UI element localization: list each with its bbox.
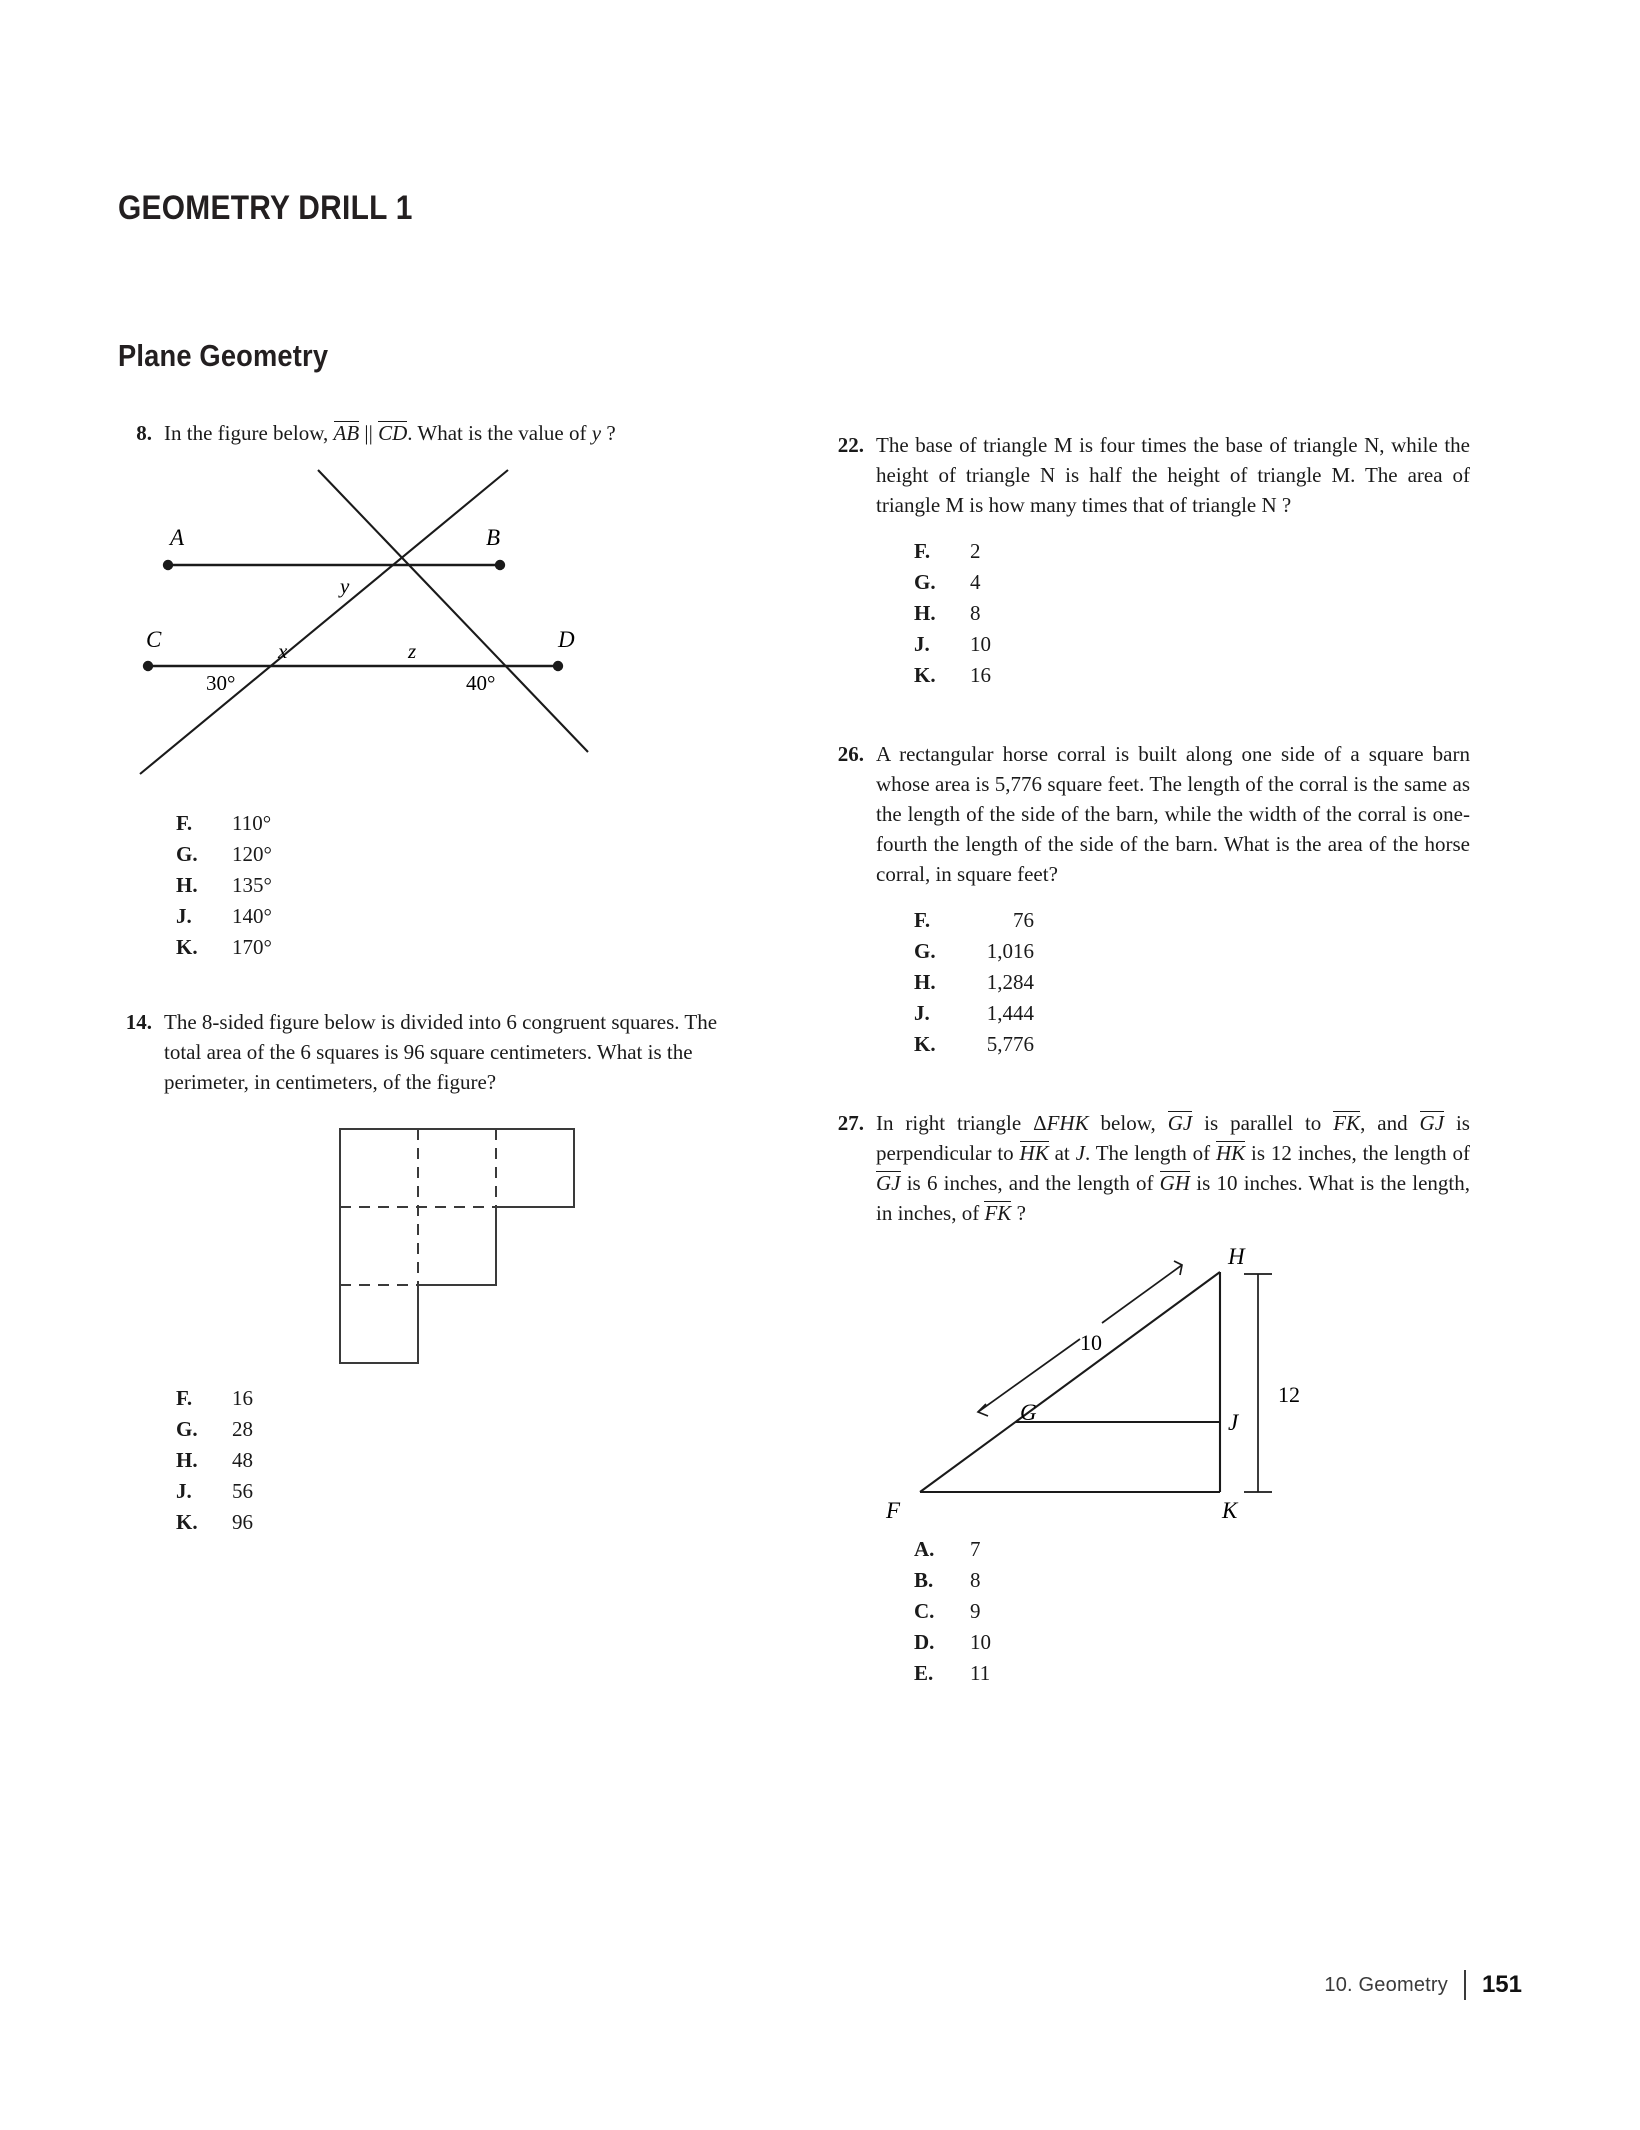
left-column [118, 418, 758, 1538]
choice-label: H. [914, 601, 936, 625]
q8-text-part-7: ? [601, 421, 616, 445]
question-text: The 8-sided figure below is divided into 6 congruent squares. The total area of the 6 squares is 96 square centimeters. What is the perimeter, in centimeters, of the figure? [164, 1010, 718, 1094]
segment-hk-label: HK [1019, 1141, 1049, 1165]
choice-label: K. [914, 663, 936, 687]
answer-choice[interactable] [914, 905, 1470, 936]
question-8 [118, 418, 758, 963]
choice-value: 140° [232, 904, 272, 928]
answer-choice[interactable] [914, 967, 1470, 998]
question-number: 8. [136, 421, 152, 445]
segment-ab-label: AB [333, 421, 360, 445]
answer-choice[interactable] [176, 839, 758, 870]
choice-label: H. [176, 873, 198, 897]
question-14 [118, 1007, 758, 1538]
choice-label: C. [914, 1599, 935, 1623]
answer-choice[interactable] [914, 1627, 1470, 1658]
answers-q26 [830, 905, 1470, 1060]
segment-hk-label-2: HK [1215, 1141, 1246, 1165]
q8-text-part-1: In the figure below, [164, 421, 334, 445]
choice-value: 2 [970, 539, 981, 563]
question-text: The base of triangle M is four times the base of triangle N, while the height of triangle N is half the height of triangle M. The area of triangle M is how many times that of triangle N ? [876, 433, 1470, 517]
choice-label: J. [914, 1001, 930, 1025]
answer-choice[interactable] [914, 1658, 1470, 1689]
answer-choice[interactable] [914, 1029, 1470, 1060]
choice-value: 10 [970, 632, 991, 656]
page-footer [1324, 1970, 1522, 2000]
label-angle-30: 30° [206, 671, 236, 695]
choice-value: 10 [970, 1630, 991, 1654]
choice-value: 110° [232, 811, 272, 835]
label-angle-y: y [340, 574, 350, 598]
choice-label: A. [914, 1537, 935, 1561]
question-text [164, 418, 758, 448]
question-number: 26. [837, 742, 864, 766]
choice-value: 76 [1013, 908, 1034, 932]
label-point-a: A [170, 525, 185, 550]
answer-choice[interactable] [914, 1596, 1470, 1627]
label-point-d: D [558, 627, 575, 652]
question-number: 14. [125, 1010, 152, 1034]
answer-choice[interactable] [176, 1476, 758, 1507]
label-point-g: G [1020, 1400, 1037, 1425]
answer-choice[interactable] [914, 1565, 1470, 1596]
segment-gj-label-3: GJ [876, 1171, 901, 1195]
choice-label: B. [914, 1568, 934, 1592]
label-angle-x: x [278, 639, 288, 663]
footer-page-number: 151 [1481, 1971, 1522, 1998]
answer-choice[interactable] [914, 629, 1470, 660]
choice-value: 5,776 [986, 1032, 1034, 1056]
choice-label: K. [914, 1032, 936, 1056]
question-27 [830, 1108, 1470, 1689]
figure-q14-staircase [118, 1117, 758, 1367]
choice-value: 1,284 [986, 970, 1034, 994]
answer-choice[interactable] [176, 1507, 758, 1538]
label-angle-z: z [408, 639, 417, 663]
choice-label: G. [176, 1417, 198, 1441]
choice-label: F. [176, 811, 193, 835]
choice-label: E. [914, 1661, 934, 1685]
segment-gh-label: GH [1159, 1171, 1191, 1195]
answer-choice[interactable] [176, 932, 758, 963]
choice-value: 4 [970, 570, 981, 594]
choice-label: K. [176, 935, 198, 959]
choice-value: 16 [232, 1386, 253, 1410]
answer-choice[interactable] [176, 808, 758, 839]
choice-value: 8 [970, 1568, 981, 1592]
answer-choice[interactable] [914, 998, 1470, 1029]
choice-value: 56 [232, 1479, 253, 1503]
question-text: A rectangular horse corral is built along one side of a square barn whose area is 5,776 square feet. The length of the corral is the same as the length of the side of the barn, while the width of the corral is one-fourth the length of the side of the barn. What is the area of the horse corral, in square feet? [876, 742, 1470, 886]
choice-value: 120° [232, 842, 272, 866]
answer-choice[interactable] [914, 660, 1470, 691]
label-point-c: C [146, 627, 162, 652]
footer-chapter-label: 10. Geometry [1324, 1973, 1448, 1996]
choice-value: 28 [232, 1417, 253, 1441]
answer-choice[interactable] [176, 901, 758, 932]
choice-label: F. [914, 539, 931, 563]
choice-value: 96 [232, 1510, 253, 1534]
choice-value: 8 [970, 601, 981, 625]
choice-label: D. [914, 1630, 935, 1654]
q8-text-part-5: . What is the value of [407, 421, 592, 445]
choice-label: J. [176, 1479, 192, 1503]
segment-cd-label: CD [378, 421, 408, 445]
answer-choice[interactable] [914, 1534, 1470, 1565]
choice-value: 1,444 [986, 1001, 1034, 1025]
answers-q22 [830, 536, 1470, 691]
answer-choice[interactable] [914, 536, 1470, 567]
answers-q14 [118, 1383, 758, 1538]
label-point-j: J [1228, 1410, 1239, 1435]
answer-choice[interactable] [914, 936, 1470, 967]
choice-value: 11 [970, 1661, 991, 1685]
choice-label: J. [176, 904, 192, 928]
answer-choice[interactable] [176, 1383, 758, 1414]
figure-q8-parallel-lines [118, 462, 758, 792]
segment-gj-label: GJ [1167, 1111, 1193, 1135]
choice-value: 135° [232, 873, 272, 897]
question-text: In right triangle ΔFHK below, GJ is parallel to FK, and GJ is perpendicular to HK at J. The length of HK is 12 inches, the length of GJ is 6 inches, and the length of GH is 10 inches. What is the length, in inches, of FK ? [876, 1111, 1470, 1225]
choice-label: F. [176, 1386, 193, 1410]
point-j: J [1075, 1141, 1085, 1165]
choice-label: G. [914, 939, 936, 963]
question-number: 22. [837, 433, 864, 457]
question-22 [830, 430, 1470, 691]
figure-q27-right-triangle [830, 1234, 1470, 1524]
answer-choice[interactable] [914, 598, 1470, 629]
q8-text-part-3: || [359, 421, 379, 445]
right-column [830, 430, 1470, 1689]
segment-gj-label-2: GJ [1419, 1111, 1445, 1135]
segment-fk-label: FK [1333, 1111, 1361, 1135]
question-26 [830, 739, 1470, 1060]
label-point-h: H [1228, 1244, 1245, 1269]
answers-q8 [118, 808, 758, 963]
choice-value: 1,016 [986, 939, 1034, 963]
label-point-k: K [1222, 1498, 1238, 1523]
choice-value: 16 [970, 663, 991, 687]
label-angle-40: 40° [466, 671, 496, 695]
choice-label: H. [176, 1448, 198, 1472]
section-heading: Plane Geometry [118, 338, 329, 373]
label-length-gh: 10 [1080, 1330, 1102, 1355]
choice-label: K. [176, 1510, 198, 1534]
choice-label: F. [914, 908, 931, 932]
page-title: GEOMETRY DRILL 1 [118, 189, 413, 227]
segment-fk-label-2: FK [984, 1201, 1012, 1225]
variable-y: y [591, 421, 602, 445]
choice-label: G. [176, 842, 198, 866]
answer-choice[interactable] [914, 567, 1470, 598]
label-length-hk: 12 [1278, 1382, 1300, 1407]
triangle-name: FHK [1046, 1111, 1089, 1135]
footer-divider [1464, 1970, 1466, 2000]
choice-label: G. [914, 570, 936, 594]
answer-choice[interactable] [176, 1445, 758, 1476]
choice-value: 170° [232, 935, 272, 959]
answers-q27 [830, 1534, 1470, 1689]
label-point-f: F [886, 1498, 901, 1523]
answer-choice[interactable] [176, 870, 758, 901]
choice-value: 9 [970, 1599, 981, 1623]
choice-label: J. [914, 632, 930, 656]
answer-choice[interactable] [176, 1414, 758, 1445]
label-point-b: B [486, 525, 501, 550]
choice-value: 48 [232, 1448, 253, 1472]
choice-label: H. [914, 970, 936, 994]
choice-value: 7 [970, 1537, 981, 1561]
question-number: 27. [837, 1111, 864, 1135]
